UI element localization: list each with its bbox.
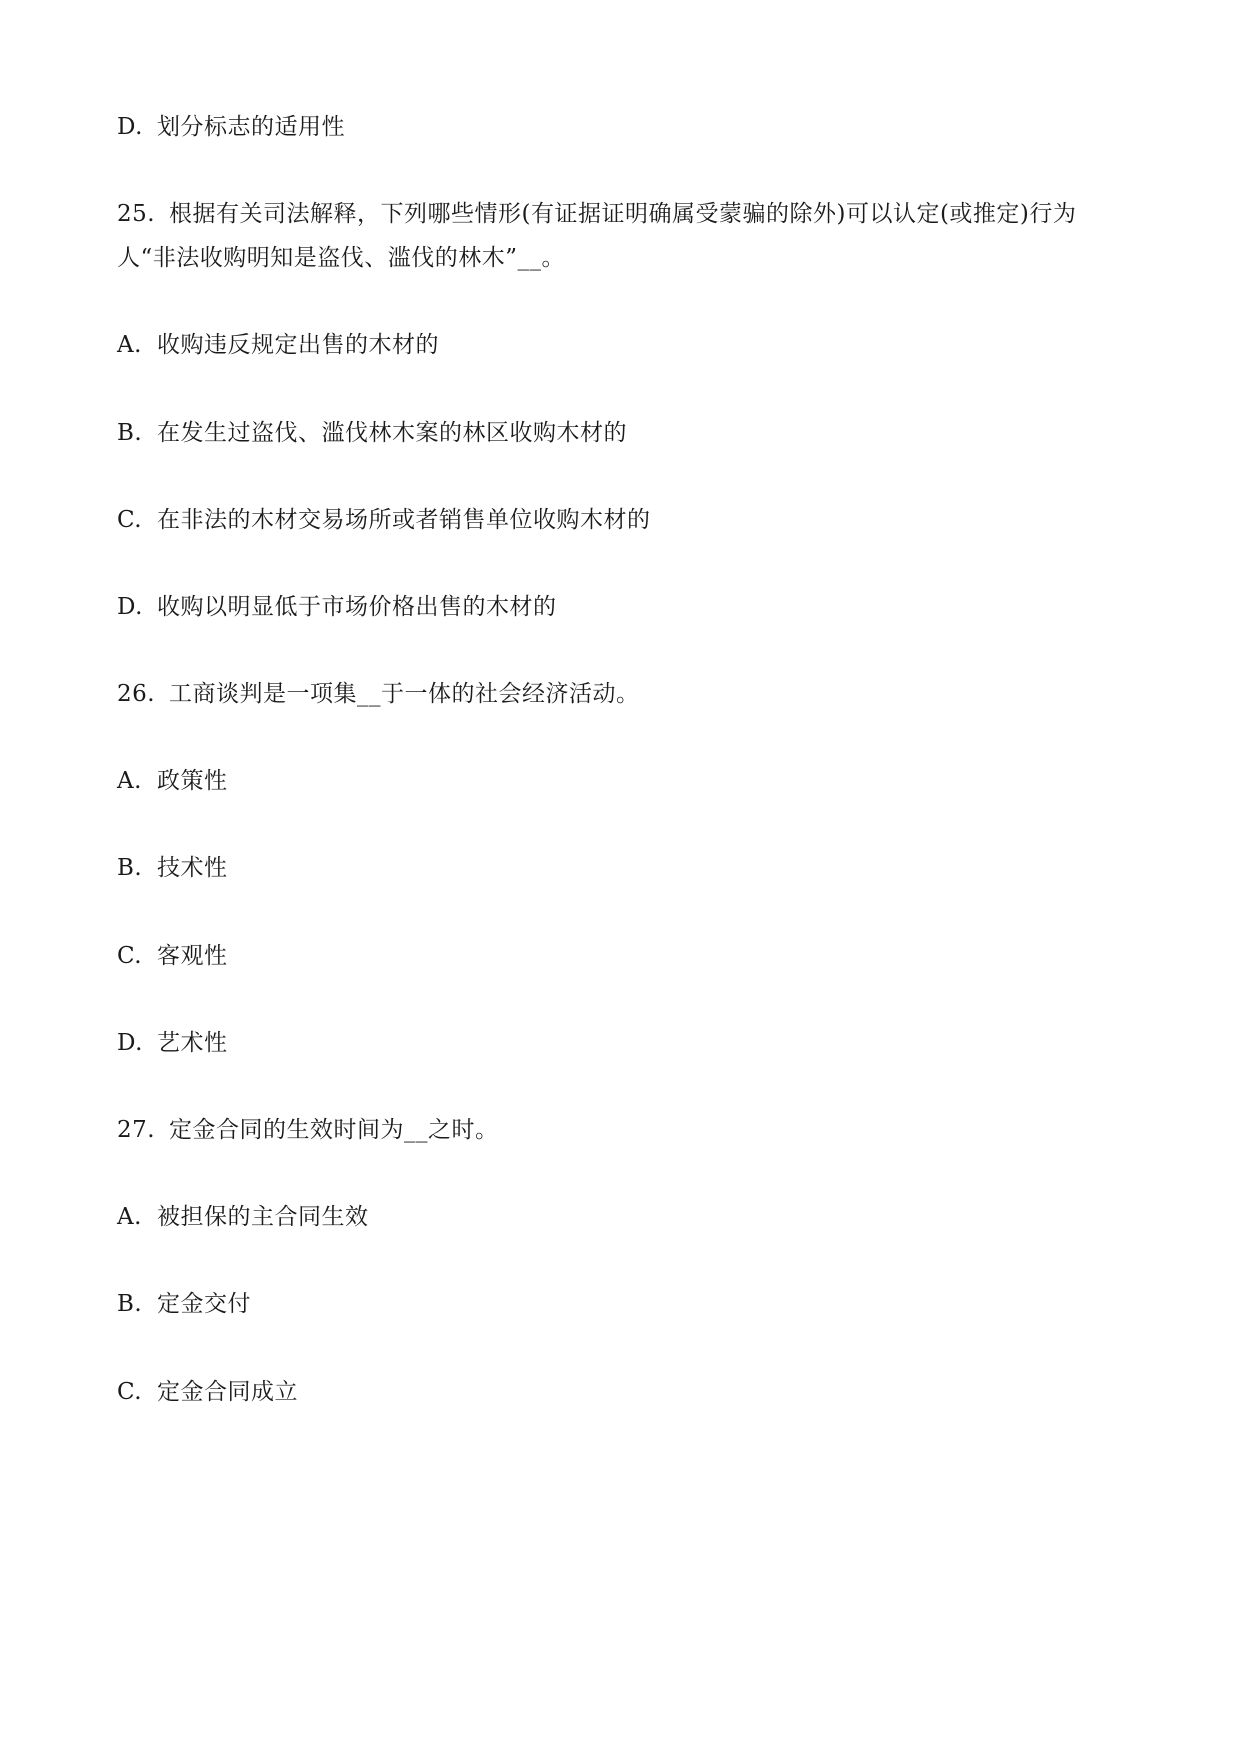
option-letter: A.: [117, 1204, 142, 1230]
option-text: 艺术性: [157, 1030, 228, 1056]
q27-option-c: [117, 1377, 298, 1407]
option-letter: B.: [117, 1291, 143, 1317]
option-letter: D.: [117, 594, 143, 620]
option-letter: C.: [117, 943, 143, 969]
q27-option-a: [117, 1202, 369, 1232]
option-text: 划分标志的适用性: [157, 114, 345, 140]
option-text: 收购以明显低于市场价格出售的木材的: [157, 594, 557, 620]
q26-option-a: [117, 766, 228, 796]
q24-option-d: [117, 112, 345, 142]
option-text: 在发生过盗伐、滥伐林木案的林区收购木材的: [157, 420, 627, 446]
q25-option-d: [117, 592, 557, 622]
q26-option-d: [117, 1028, 228, 1058]
option-text: 客观性: [157, 943, 228, 969]
option-text: 定金合同成立: [157, 1379, 298, 1405]
option-text: 在非法的木材交易场所或者销售单位收购木材的: [157, 507, 651, 533]
q25-option-c: [117, 505, 651, 535]
option-letter: D.: [117, 1030, 143, 1056]
option-letter: B.: [117, 420, 143, 446]
question-text: 根据有关司法解释，下列哪些情形(有证据证明确属受蒙骗的除外)可以认定(或推定)行为人“非法收购明知是盗伐、滥伐的林木”__。: [117, 201, 1077, 271]
question-25: [117, 192, 1127, 280]
option-text: 定金交付: [157, 1291, 251, 1317]
q25-option-a: [117, 330, 439, 360]
option-letter: C.: [117, 1379, 143, 1405]
q25-option-b: [117, 418, 627, 448]
option-text: 政策性: [157, 768, 228, 794]
question-26: [117, 679, 640, 709]
q26-option-c: [117, 941, 228, 971]
option-letter: A.: [117, 768, 142, 794]
question-number: 25.: [117, 201, 156, 227]
option-text: 被担保的主合同生效: [157, 1204, 369, 1230]
question-number: 26.: [117, 681, 156, 707]
option-letter: A.: [117, 332, 142, 358]
q27-option-b: [117, 1289, 251, 1319]
option-text: 技术性: [157, 855, 228, 881]
question-text: 工商谈判是一项集__于一体的社会经济活动。: [169, 681, 640, 707]
question-text: 定金合同的生效时间为__之时。: [169, 1117, 499, 1143]
option-letter: B.: [117, 855, 143, 881]
option-text: 收购违反规定出售的木材的: [157, 332, 439, 358]
option-letter: C.: [117, 507, 143, 533]
option-letter: D.: [117, 114, 143, 140]
q26-option-b: [117, 853, 228, 883]
question-number: 27.: [117, 1117, 156, 1143]
question-27: [117, 1115, 499, 1145]
